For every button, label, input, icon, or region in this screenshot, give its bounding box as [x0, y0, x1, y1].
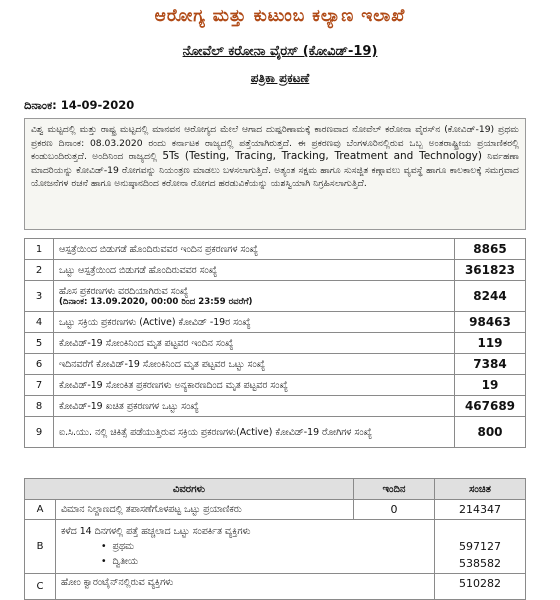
table-row: [25, 312, 526, 333]
row-value: 467689: [455, 396, 526, 417]
table-row: [25, 281, 526, 312]
header-today: ಇಂದಿನ: [354, 479, 435, 500]
primary-contacts-label: • ಪ್ರಥಮ: [61, 541, 429, 552]
stats-table: [24, 238, 526, 448]
secondary-contacts-label: • ದ್ವಿತೀಯ: [61, 556, 429, 567]
row-label: ವಿಮಾನ ನಿಲ್ದಾಣದಲ್ಲಿ ತಪಾಸಣೆಗೊಳಪಟ್ಟ ಒಟ್ಟು ಪ್ರಯಾಣಿಕರು: [56, 500, 354, 520]
press-release-heading: ಪತ್ರಿಕಾ ಪ್ರಕಟಣೆ: [250, 71, 310, 85]
row-value: 7384: [455, 354, 526, 375]
row-label: ಹೋಂ ಕ್ವಾರಂಟೈನ್‌ನಲ್ಲಿರುವ ವ್ಯಕ್ತಿಗಳು: [56, 574, 435, 600]
row-label: ಒಟ್ಟು ಆಸ್ಪತ್ರೆಯಿಂದ ಬಿಡುಗಡೆ ಹೊಂದಿರುವವರ ಸಂಖ್ಯೆ: [54, 260, 455, 281]
row-label-main: ಕಳೆದ 14 ದಿನಗಳಲ್ಲಿ ಪತ್ತೆ ಹಚ್ಚಲಾದ ಒಟ್ಟು ಸಂಪರ್ಕಿತ ವ್ಯಕ್ತಿಗಳು: [61, 526, 251, 537]
row-number: 6: [25, 354, 54, 375]
row-letter: B: [25, 520, 56, 574]
table-row: [25, 520, 526, 574]
virus-title-text: ನೋವೆಲ್ ಕರೋನಾ ವೈರಸ್ (ಕೋವಿಡ್-19): [182, 44, 378, 59]
row-number: 9: [25, 417, 54, 448]
table-row: [25, 260, 526, 281]
row-letter: C: [25, 574, 56, 600]
row-total: [435, 520, 526, 574]
row-number: 1: [25, 239, 54, 260]
row-value: 19: [455, 375, 526, 396]
row-label-main: ಹೊಸ ಪ್ರಕರಣಗಳು ವರದಿಯಾಗಿರುವ ಸಂಖ್ಯೆ: [59, 285, 189, 297]
row-label: ಆಸ್ಪತ್ರೆಯಿಂದ ಬಿಡುಗಡೆ ಹೊಂದಿರುವವರ ಇಂದಿನ ಪ್ರಕರಣಗಳ ಸಂಖ್ಯೆ: [54, 239, 455, 260]
row-value: 361823: [455, 260, 526, 281]
table-row: [25, 239, 526, 260]
row-today: 0: [354, 500, 435, 520]
virus-title: [0, 44, 560, 59]
row-label: ಒಟ್ಟು ಸಕ್ರಿಯ ಪ್ರಕರಣಗಳು (Active) ಕೋವಿಡ್ -19ರ ಸಂಖ್ಯೆ: [54, 312, 455, 333]
header-total: ಸಂಚಿತ: [435, 479, 526, 500]
row-label: [54, 281, 455, 312]
row-label: ಇದಿನವರೆಗೆ ಕೋವಿಡ್-19 ಸೋಂಕಿನಿಂದ ಮೃತ ಪಟ್ಟವರ ಒಟ್ಟು ಸಂಖ್ಯೆ: [54, 354, 455, 375]
row-value: 119: [455, 333, 526, 354]
row-label-sub: (ದಿನಾಂಕ: 13.09.2020, 00:00 ರಿಂದ 23:59 ರವರೆಗೆ): [59, 296, 253, 307]
table-row: [25, 375, 526, 396]
row-value: 8244: [455, 281, 526, 312]
row-value: 98463: [455, 312, 526, 333]
row-label: ಕೋವಿಡ್-19 ಸೋಂಕಿತ ಪ್ರಕರಣಗಳು ಅನ್ಯಕಾರಣದಿಂದ ಮೃತ ಪಟ್ಟವರ ಸಂಖ್ಯೆ: [54, 375, 455, 396]
table-row: [25, 574, 526, 600]
row-number: 7: [25, 375, 54, 396]
intro-part3: ನಿರ್ವಹಣಾ ಮಾದರಿಯನ್ನು ಕೋವಿಡ್-19 ರೋಗವನ್ನು ನಿಯಂತ್ರಣ ಮಾಡಲು ಬಳಸಲಾಗುತ್ತಿದೆ. ಅತ್ಯಂತ ಸಕ್ಷಮ ಹಾಗೂ ಸುಸಜ್ಜಿತ ಕಣ್ಗಾವಲು ವ್ಯವಸ್ಥೆ ಹಾಗೂ ಕಾಲಕಾಲಕ್ಕೆ ಸಮಗ್ರವಾದ ಯೋಜನೆಗಳ ರಚನೆ ಹಾಗೂ ಅನುಷ್ಠಾನದಿಂದ ಕರೋನಾ ರೋಗದ ಹರಡುವಿಕೆಯನ್ನು ಯಶಸ್ವಿಯಾಗಿ ನಿಗ್ರಹಿಸಲಾಗುತ್ತಿದೆ.: [31, 151, 519, 189]
row-label: ಕೋವಿಡ್-19 ಖಚಿತ ಪ್ರಕರಣಗಳ ಒಟ್ಟು ಸಂಖ್ಯೆ: [54, 396, 455, 417]
table-row: [25, 333, 526, 354]
release-date: ದಿನಾಂಕ: 14-09-2020: [24, 98, 135, 112]
intro-paragraph: [24, 118, 526, 230]
table-row: [25, 396, 526, 417]
department-title: ಆರೋಗ್ಯ ಮತ್ತು ಕುಟುಂಬ ಕಲ್ಯಾಣ ಇಲಾಖೆ: [154, 6, 406, 26]
row-letter: A: [25, 500, 56, 520]
table-header-row: [25, 479, 526, 500]
intro-5ts: 5Ts (Testing, Tracing, Tracking, Treatment and Technology): [162, 150, 482, 162]
row-label: ಐ.ಸಿ.ಯು. ನಲ್ಲಿ ಚಿಕಿತ್ಸೆ ಪಡೆಯುತ್ತಿರುವ ಸಕ್ರಿಯ ಪ್ರಕರಣಗಳು(Active) ಕೋವಿಡ್-19 ರೋಗಿಗಳ ಸಂಖ್ಯೆ: [54, 417, 455, 448]
table-row: [25, 500, 526, 520]
table-row: [25, 354, 526, 375]
primary-contacts-total: 597127: [459, 540, 501, 553]
row-number: 4: [25, 312, 54, 333]
row-number: 8: [25, 396, 54, 417]
secondary-contacts-total: 538582: [459, 557, 501, 570]
header-details: ವಿವರಗಳು: [25, 479, 354, 500]
row-value: 8865: [455, 239, 526, 260]
row-number: 3: [25, 281, 54, 312]
table-row: [25, 417, 526, 448]
row-total: 214347: [435, 500, 526, 520]
row-number: 2: [25, 260, 54, 281]
row-value: 800: [455, 417, 526, 448]
row-total: 510282: [435, 574, 526, 600]
row-label: [56, 520, 435, 574]
row-label: ಕೋವಿಡ್-19 ಸೋಂಕಿನಿಂದ ಮೃತ ಪಟ್ಟವರ ಇಂದಿನ ಸಂಖ್ಯೆ: [54, 333, 455, 354]
intro-part1: ವಿಶ್ವ ಮಟ್ಟದಲ್ಲಿ ಮತ್ತು ರಾಷ್ಟ್ರ ಮಟ್ಟದಲ್ಲಿ ಮಾನವನ ಆರೋಗ್ಯದ ಮೇಲೆ ಆಗಾದ ದುಷ್ಪರಿಣಾಮಕ್ಕೆ ಕಾರಣವಾದ ನೋವೆಲ್ ಕರೋನಾ ವೈರಸ್‌ನ (ಕೋವಿಡ್-19) ಪ್ರಥಮ ಪ್ರಕರಣ ದಿನಾಂಕ: 08.03.2020 ರಂದು ಕರ್ನಾಟಕ ರಾಜ್ಯದಲ್ಲಿ ಪತ್ತೆಯಾಗಿರುತ್ತದೆ. ಈ ಪ್ರಕರಣವು ಬೆಂಗಳೂರಿನಲ್ಲಿರುವ ಒಬ್ಬ ಅಂತರಾಷ್ಟ್ರೀಯ ಪ್ರಯಾಣಿಕರಲ್ಲಿ ಕಂಡುಬಂದಿರುತ್ತದೆ. ಅಂದಿನಿಂದ ರಾಜ್ಯದಲ್ಲಿ: [31, 124, 519, 162]
details-table: [24, 478, 526, 600]
row-number: 5: [25, 333, 54, 354]
